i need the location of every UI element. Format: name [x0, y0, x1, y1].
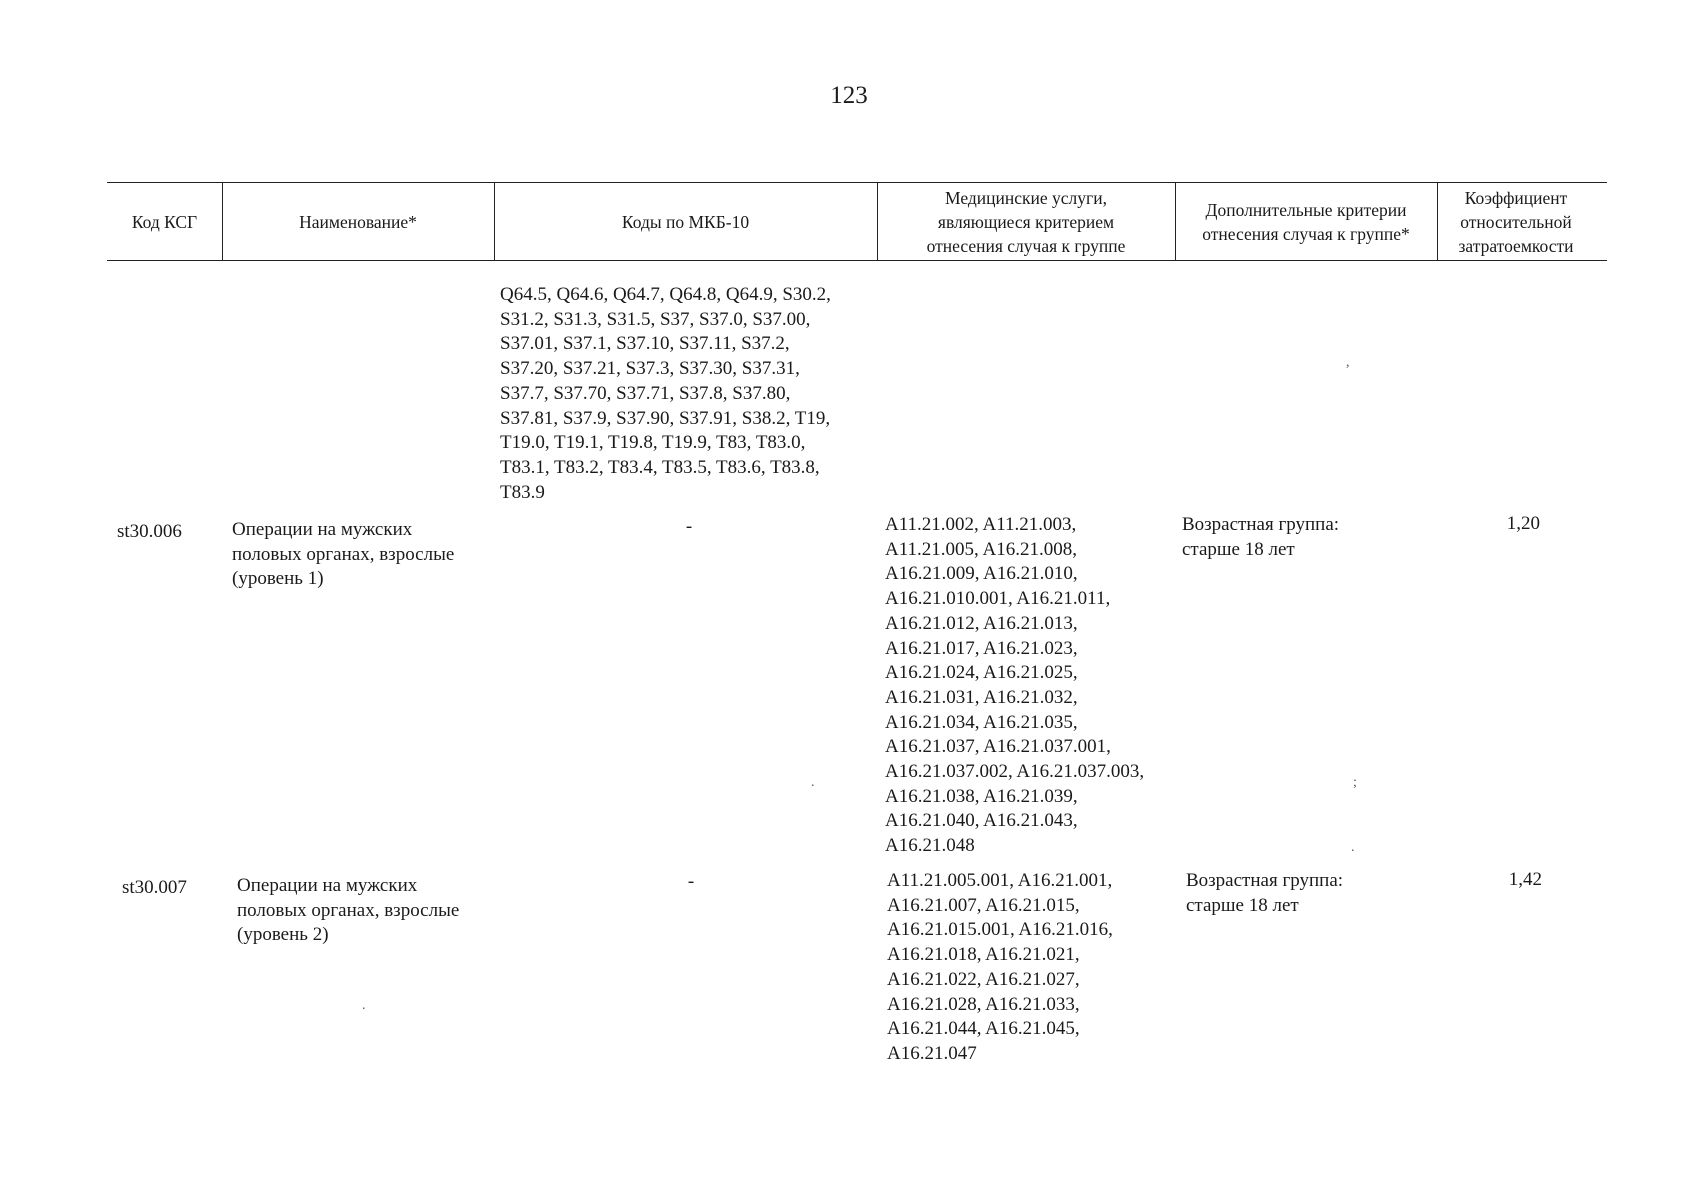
row-coefficient: 1,42 — [1508, 869, 1542, 890]
row-services: A11.21.002, A11.21.003, A11.21.005, A16.21.008, A16.21.009, A16.21.010, A16.21.010.001, A16.21.011, A16.21.012, A16.21.013, A16.21.017, A16.21.023, A16.21.024, A16.21.025, A16.21.031, A16.21.032, A16.21.034, A16.21.035, A16.21.037, A16.21.037.001, A16.21.037.002, A16.21.037.003, A16.21.038, A16.21.039, A16.21.040, A16.21.043, A16.21.048 — [885, 514, 1145, 857]
row-criteria: Возрастная группа: старше 18 лет — [1182, 514, 1340, 560]
header-coefficient: Коэффициент относительной затратоемкости — [1458, 187, 1574, 256]
header-services: Медицинские услуги, являющиеся критерием отнесения случая к группе — [926, 187, 1126, 256]
row-name: Операции на мужских половых органах, взрослые (уровень 1) — [232, 519, 455, 590]
scan-speck: . — [811, 775, 815, 790]
row-services: A11.21.005.001, A16.21.001, A16.21.007, A16.21.015, A16.21.015.001, A16.21.016, A16.21.018, A16.21.021, A16.21.022, A16.21.027, A16.21.028, A16.21.033, A16.21.044, A16.21.045, A16.21.047 — [887, 870, 1113, 1064]
page-number: 123 — [830, 82, 868, 109]
header-code: Код КСГ — [131, 211, 198, 232]
row-code: st30.006 — [117, 521, 182, 542]
row-code: st30.007 — [122, 877, 187, 898]
row-criteria: Возрастная группа: старше 18 лет — [1186, 870, 1344, 916]
row-name: Операции на мужских половых органах, взрослые (уровень 2) — [237, 875, 460, 946]
scan-speck: , — [1346, 355, 1350, 370]
scan-speck: . — [362, 998, 366, 1013]
header-icd: Коды по МКБ-10 — [621, 211, 750, 232]
continuation-icd-codes: Q64.5, Q64.6, Q64.7, Q64.8, Q64.9, S30.2, S31.2, S31.3, S31.5, S37, S37.0, S37.00, S37.01, S37.1, S37.10, S37.11, S37.2, S37.20, S37.21, S37.3, S37.30, S37.31, S37.7, S37.70, S37.71, S37.8, S37.80, S37.81, S37.9, S37.90, S37.91, S38.2, T19, T19.0, T19.1, T19.8, T19.9, T83, T83.0, T83.1, T83.2, T83.4, T83.5, T83.6, T83.8, T83.9 — [500, 284, 831, 503]
row-icd: - — [685, 516, 693, 537]
scan-speck: . — [1351, 840, 1355, 855]
row-icd: - — [687, 871, 695, 892]
row-coefficient: 1,20 — [1506, 513, 1540, 534]
header-bottom-rule — [107, 260, 1607, 261]
header-name: Наименование* — [299, 211, 417, 232]
header-criteria: Дополнительные критерии отнесения случая к группе* — [1202, 199, 1410, 244]
scan-speck: ; — [1353, 775, 1357, 790]
